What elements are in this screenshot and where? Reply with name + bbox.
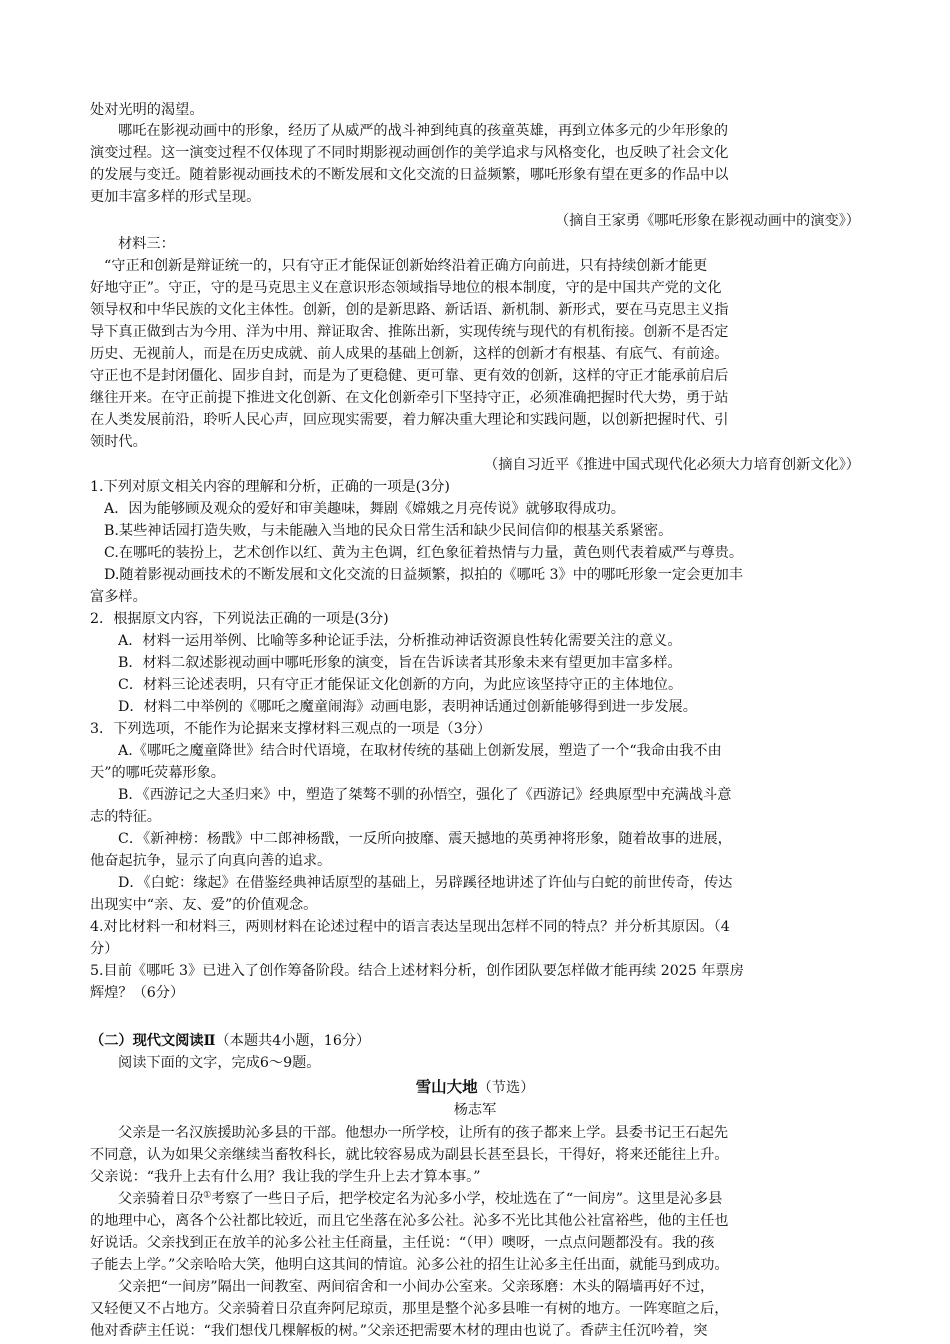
- question-2-stem: 2．根据原文内容，下列说法正确的一项是(3分): [90, 611, 389, 627]
- question-4-cont: 分）: [90, 941, 119, 957]
- question-3-option-d-cont: 出现实中“亲、友、爱”的价值观念。: [90, 897, 318, 913]
- question-3-stem: 3．下列选项，不能作为论据来支撑材料三观点的一项是（3分）: [90, 721, 492, 737]
- material2-tail-line: 处对光明的渴望。: [90, 102, 204, 118]
- material3-line: 导下真正做到古为今用、洋为中用、辩证取舍、推陈出新，实现传统与现代的有机衔接。创新不是否定: [90, 324, 729, 340]
- section-2-heading-label: （二）现代文阅读Ⅱ: [90, 1033, 216, 1049]
- material3-line: 在人类发展前沿，聆听人民心声，回应现实需要，着力解决重大理论和实践问题，以创新把握时代、引: [90, 412, 729, 428]
- question-2-option-c: C．材料三论述表明，只有守正才能保证文化创新的方向，为此应该坚持守正的主体地位。: [118, 677, 683, 693]
- material2-source: （摘自王家勇《哪吒形象在影视动画中的演变》）: [554, 213, 860, 229]
- story-paragraph-line: 好说话。父亲找到正在放羊的沁多公社主任商量，主任说：“（甲）噢呀，一点点问题都没有。我的孩: [90, 1235, 715, 1251]
- story-paragraph-line: 父亲说：“我升上去有什么用？我让我的学生升上去才算本事。”: [90, 1169, 481, 1185]
- question-4: 4.对比材料一和材料三，两则材料在论述过程中的语言表达呈现出怎样不同的特点？并分析其原因。（4: [90, 919, 730, 935]
- question-3-option-b-cont: 志的特征。: [90, 809, 161, 825]
- material3-line: “守正和创新是辩证统一的，只有守正才能保证创新始终沿着正确方向前进，只有持续创新才能更: [104, 258, 708, 274]
- question-5-cont: 辉煌？（6分）: [90, 985, 185, 1001]
- section-2-instruction: 阅读下面的文字，完成6～9题。: [118, 1055, 321, 1071]
- material3-line: 领时代。: [90, 434, 147, 450]
- question-3-option-c-cont: 他奋起抗争，显示了向真向善的追求。: [90, 853, 332, 869]
- question-1-option-a: A．因为能够顾及观众的爱好和审美趣味，舞剧《嫦娥之月亮传说》就够取得成功。: [104, 501, 625, 517]
- section-2-heading: [90, 1030, 860, 1052]
- question-1-option-d: D.随着影视动画技术的不断发展和文化交流的日益频繁，拟拍的《哪吒 3》中的哪吒形象一定会更加丰: [104, 567, 743, 583]
- story-paragraph-line: 又轻便又不占地方。父亲骑着日尕直奔阿尼琼贡，那里是整个沁多县唯一有树的地方。一阵寒暄之后，: [90, 1301, 729, 1317]
- footnote-marker: ①: [203, 1190, 212, 1201]
- question-3-option-a: A.《哪吒之魔童降世》结合时代语境，在取材传统的基础上创新发展，塑造了一个“我命由我不由: [118, 743, 722, 759]
- story-author: 杨志军: [453, 1102, 497, 1118]
- story-title-note: （节选）: [477, 1080, 535, 1096]
- question-5: 5.目前《哪吒 3》已进入了创作筹备阶段。结合上述材料分析，创作团队要怎样做才能再续 2025 年票房: [90, 963, 744, 979]
- material2-paragraph-line: 的发展与变迁。随着影视动画技术的不断发展和文化交流的日益频繁，哪吒形象有望在更多的作品中以: [90, 167, 729, 183]
- story-title: [90, 1076, 860, 1099]
- story-paragraph-line: 子能去上学。”父亲哈哈大笑，他明白这其间的情谊。沁多公社的招生让沁多主任出面，就能马到成功。: [90, 1257, 729, 1273]
- material3-line: 领导权和中华民族的文化主体性。创新，创的是新思路、新话语、新机制、新形式，要在马克思主义指: [90, 302, 729, 318]
- material3-heading: 材料三：: [118, 236, 175, 252]
- question-1-option-b: B.某些神话园打造失败，与未能融入当地的民众日常生活和缺少民间信仰的根基关系紧密。: [104, 523, 673, 539]
- material3-line: 守正也不是封闭僵化、固步自封，而是为了更稳健、更可靠、更有效的创新，这样的守正才能承前启后: [90, 368, 729, 384]
- question-3-option-c: C．《新神榜：杨戬》中二郎神杨戬，一反所向披靡、震天撼地的英勇神将形象，随着故事的进展，: [118, 831, 732, 847]
- question-3-option-b: B．《西游记之大圣归来》中，塑造了桀骜不驯的孙悟空，强化了《西游记》经典原型中充满战斗意: [118, 787, 732, 803]
- material3-line: 历史、无视前人，而是在历史成就、前人成果的基础上创新，这样的创新才有根基、有底气、有前途。: [90, 346, 729, 362]
- story-paragraph-line: 父亲把“一间房”隔出一间教室、两间宿舍和一小间办公室来。父亲琢磨：木头的隔墙再好不过，: [118, 1279, 715, 1295]
- story-paragraph-line: 的地理中心，离各个公社都比较近，而且它坐落在沁多公社。沁多不光比其他公社富裕些，他的主任也: [90, 1213, 729, 1229]
- question-1-option-d-cont: 富多样。: [90, 589, 147, 605]
- question-3-option-a-cont: 天”的哪吒荧幕形象。: [90, 765, 225, 781]
- material2-paragraph-line: 更加丰富多样的形式呈现。: [90, 189, 261, 205]
- section-2-heading-note: （本题共4小题，16分）: [215, 1033, 371, 1049]
- question-2-option-d: D．材料二中举例的《哪吒之魔童闹海》动画电影，表明神话通过创新能够得到进一步发展。: [118, 699, 697, 715]
- question-3-option-d: D．《白蛇：缘起》在借鉴经典神话原型的基础上，另辟蹊径地讲述了许仙与白蛇的前世传奇，传达: [118, 875, 733, 891]
- story-text: 父亲骑着日尕: [118, 1191, 204, 1207]
- material3-source: （摘自习近平《推进中国式现代化必须大力培育创新文化》）: [484, 457, 860, 473]
- story-paragraph-line: 父亲是一名汉族援助沁多县的干部。他想办一所学校，让所有的孩子都来上学。县委书记王石起先: [118, 1125, 729, 1141]
- material3-line: 继往开来。在守正前提下推进文化创新、在文化创新牵引下坚持守正，必须准确把握时代大势，勇于站: [90, 390, 729, 406]
- story-text: 考察了一些日子后，把学校定名为沁多小学，校址选在了“一间房”。这里是沁多县: [211, 1191, 723, 1207]
- question-2-option-a: A．材料一运用举例、比喻等多种论证手法，分析推动神话资源良性转化需要关注的意义。: [118, 633, 682, 649]
- story-paragraph-line: 他对香萨主任说：“我们想伐几棵解板的树。”父亲还把需要木材的理由也说了。香萨主任沉吟着，突: [90, 1323, 708, 1339]
- material2-paragraph-line: 演变过程。这一演变过程不仅体现了不同时期影视动画创作的美学追求与风格变化，也反映了社会文化: [90, 145, 729, 161]
- question-1-option-c: C.在哪吒的装扮上，艺术创作以红、黄为主色调，红色象征着热情与力量，黄色则代表着威严与尊贵。: [104, 545, 744, 561]
- story-paragraph-line: 不同意，认为如果父亲继续当畜牧科长，就比较容易成为副县长甚至县长，干得好，将来还能往上升。: [90, 1147, 729, 1163]
- material3-line: 好地守正”。守正，守的是马克思主义在意识形态领域指导地位的根本制度，守的是中国共产党的文化: [90, 280, 722, 296]
- question-2-option-b: B．材料二叙述影视动画中哪吒形象的演变，旨在告诉读者其形象未来有望更加丰富多样。: [118, 655, 682, 671]
- story-title-text: 雪山大地: [415, 1077, 478, 1096]
- question-1-stem: 1.下列对原文相关内容的理解和分析，正确的一项是(3分): [90, 479, 450, 495]
- story-paragraph-line: [118, 1188, 860, 1210]
- material2-paragraph-line: 哪吒在影视动画中的形象，经历了从威严的战斗神到纯真的孩童英雄，再到立体多元的少年形象的: [118, 123, 729, 139]
